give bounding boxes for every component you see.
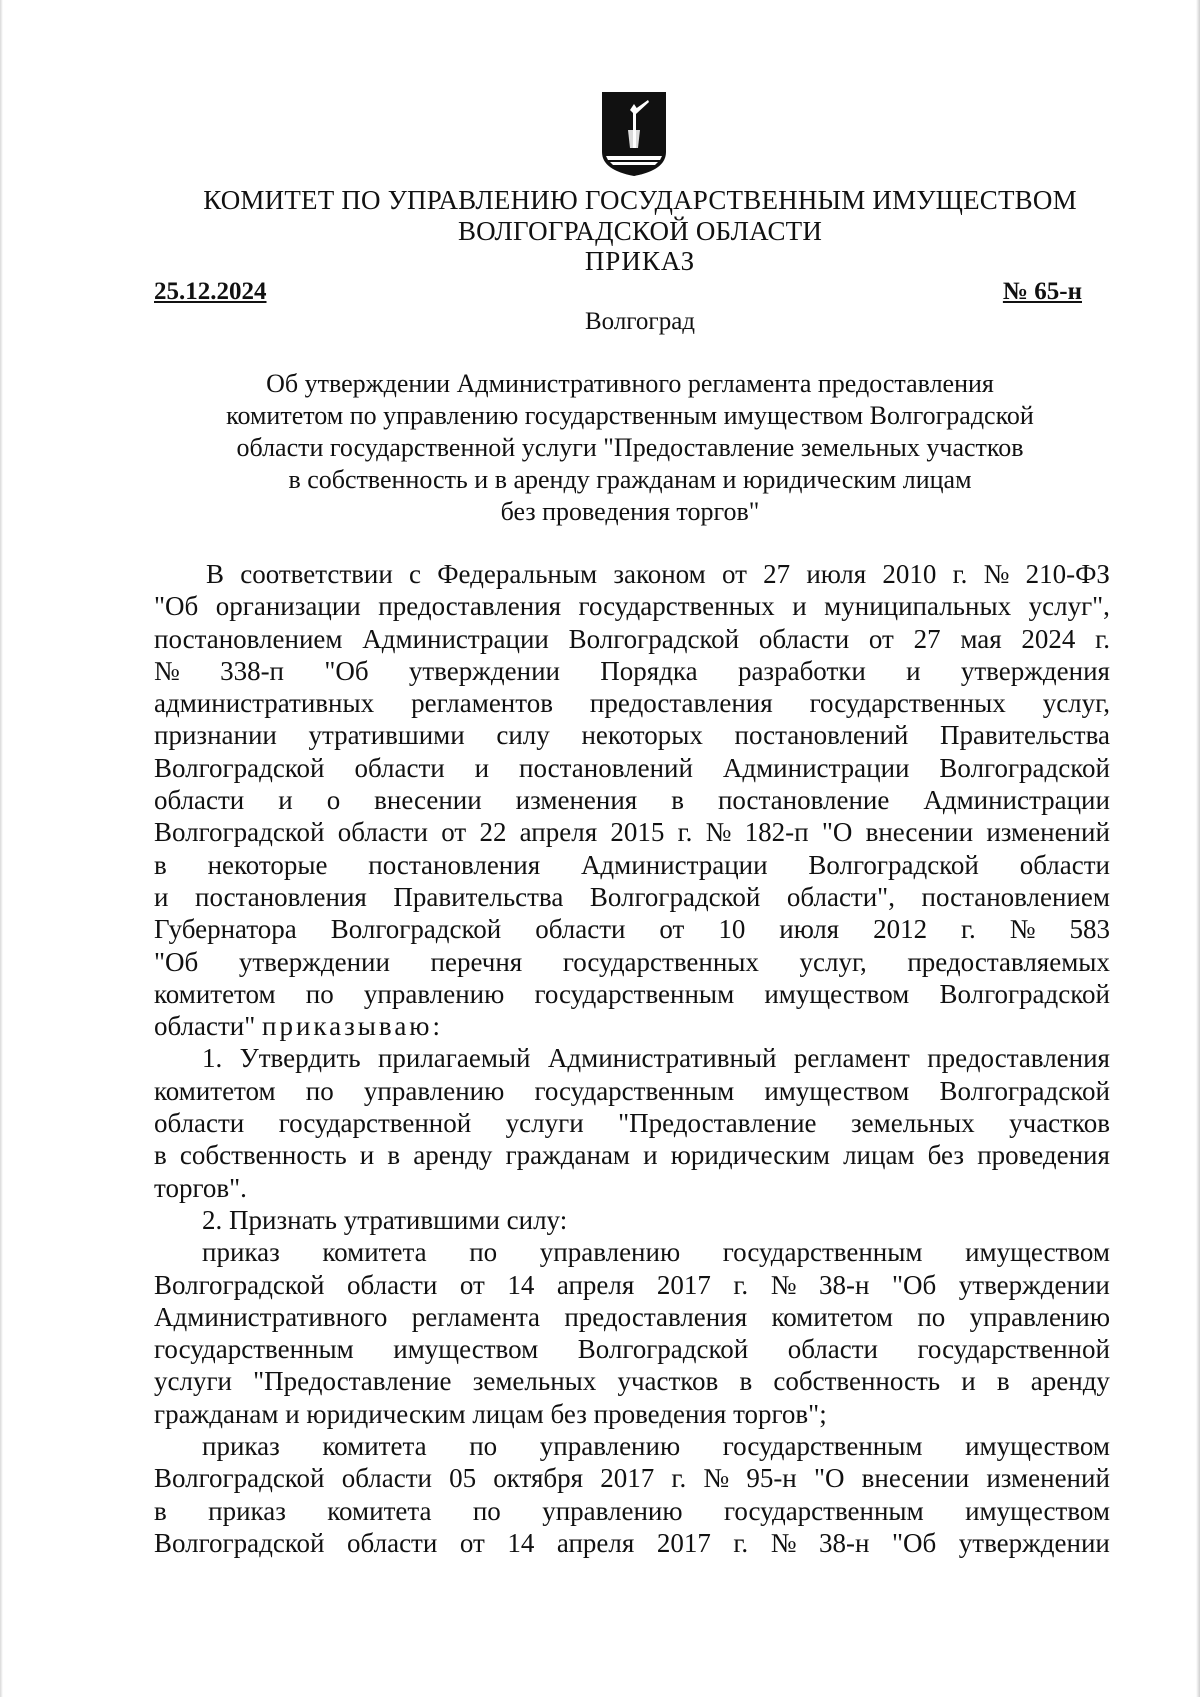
word: признании xyxy=(154,720,277,751)
word: г. xyxy=(733,1269,749,1300)
paragraph-line xyxy=(154,1430,1110,1462)
word: комитетом xyxy=(771,1301,894,1332)
word: "Об xyxy=(891,1527,937,1558)
paragraph-line xyxy=(154,881,1110,913)
paragraph-line xyxy=(154,1527,1110,1559)
word: предоставления xyxy=(927,1043,1110,1074)
word: по xyxy=(305,978,334,1009)
word: Административный xyxy=(547,1043,777,1074)
word: 05 xyxy=(449,1463,477,1494)
word: предоставления xyxy=(589,688,773,719)
word: 2017 xyxy=(656,1269,711,1300)
title-line: в собственность и в аренду гражданам и юридическим лицам xyxy=(288,465,972,494)
organization-name-line2: ВОЛГОГРАДСКОЙ ОБЛАСТИ xyxy=(457,216,823,246)
word: в xyxy=(154,1140,167,1171)
paragraph-line: торгов". xyxy=(154,1172,247,1203)
paragraph-line xyxy=(154,1236,1110,1268)
word: 1. xyxy=(202,1043,223,1074)
word: юридическим xyxy=(670,1140,830,1171)
word: постановление xyxy=(717,785,890,816)
word: имуществом xyxy=(764,978,910,1009)
word: законом xyxy=(613,559,706,589)
paragraph-line xyxy=(154,1075,1110,1107)
word: муниципальных xyxy=(824,591,1012,622)
word: по xyxy=(469,1431,498,1462)
word: управлению xyxy=(539,1431,681,1462)
word: о xyxy=(326,785,341,816)
word: аренду xyxy=(1030,1366,1110,1397)
word: государственным xyxy=(722,1237,923,1268)
word: регламента xyxy=(411,1301,541,1332)
paragraph-line xyxy=(154,1107,1110,1139)
word: области", xyxy=(786,881,895,912)
word: в xyxy=(154,849,167,880)
word: Администрации xyxy=(580,849,768,880)
paragraph-line xyxy=(154,752,1110,784)
word: проведения xyxy=(977,1140,1110,1171)
word: утверждении xyxy=(958,1269,1110,1300)
word: "О xyxy=(821,817,853,848)
paragraph-line xyxy=(154,1139,1110,1171)
word: области xyxy=(154,785,245,816)
word: 2017 xyxy=(656,1527,711,1558)
document-type: ПРИКАЗ xyxy=(584,246,696,276)
word: от xyxy=(659,914,685,945)
word: утверждении xyxy=(958,1527,1110,1558)
word: и xyxy=(792,591,807,622)
word: утратившими xyxy=(308,720,465,751)
word: комитета xyxy=(322,1237,427,1268)
word: Волгоградской xyxy=(154,1269,325,1300)
word: земельных xyxy=(851,1108,975,1139)
word: 22 xyxy=(479,817,507,848)
word: от xyxy=(721,559,747,589)
paragraph-line xyxy=(154,849,1110,881)
word: участков xyxy=(1009,1108,1110,1139)
word: предоставляемых xyxy=(907,946,1110,977)
word: и xyxy=(906,655,921,686)
word: внесении xyxy=(374,785,482,816)
word: административных xyxy=(154,688,375,719)
scan-edge-left xyxy=(0,0,3,1697)
paragraph-line xyxy=(154,1301,1110,1333)
word: комитетом xyxy=(154,978,276,1009)
word: июля xyxy=(806,559,867,589)
word: 338-п xyxy=(220,655,285,686)
word: собственность xyxy=(773,1366,941,1397)
word: имуществом xyxy=(393,1334,539,1365)
paragraph-line xyxy=(154,913,1110,945)
word: апреля xyxy=(556,1269,635,1300)
word: Волгоградской xyxy=(939,978,1110,1009)
word: области xyxy=(341,1463,432,1494)
word: Правительства xyxy=(393,881,564,912)
word: Волгоградской xyxy=(568,623,740,654)
paragraph-line xyxy=(154,978,1110,1010)
word: в xyxy=(996,1366,1010,1397)
word: области xyxy=(354,752,445,783)
word: области xyxy=(758,623,850,654)
word: 210-ФЗ xyxy=(1025,559,1110,589)
word: силу xyxy=(496,720,550,751)
paragraph-repeal-heading: 2. Признать утратившими силу: xyxy=(202,1204,568,1235)
word: и xyxy=(643,1140,658,1171)
paragraph-line xyxy=(154,1269,1110,1301)
word: услуг, xyxy=(1042,688,1110,719)
word: Волгоградской xyxy=(577,1334,749,1365)
word: г. xyxy=(1095,623,1110,654)
word: октября xyxy=(493,1463,584,1494)
word: в xyxy=(154,1495,167,1526)
word: 27 xyxy=(763,559,791,589)
paragraph-line xyxy=(154,784,1110,816)
word: и xyxy=(359,1140,375,1171)
word: регламент xyxy=(793,1043,910,1074)
word: участков xyxy=(617,1366,719,1397)
word: 27 xyxy=(913,623,941,654)
word: в xyxy=(671,785,684,816)
word: перечня xyxy=(430,946,523,977)
word: Администрации xyxy=(722,752,910,783)
word: "Предоставление xyxy=(618,1108,817,1139)
word: с xyxy=(409,559,421,589)
word: прилагаемый xyxy=(377,1043,531,1074)
word: по xyxy=(917,1301,946,1332)
word: г. xyxy=(671,1463,687,1494)
paragraph-line xyxy=(154,1365,1110,1397)
word: 2024 xyxy=(1021,623,1076,654)
word: Администрации xyxy=(923,785,1110,816)
word: услуг", xyxy=(1028,591,1110,622)
paragraph-repealed-order-1 xyxy=(154,1236,1110,1430)
word: "Об xyxy=(891,1269,937,1300)
word: утверждения xyxy=(960,655,1110,686)
title-line: комитетом по управлению государственным имуществом Волгоградской xyxy=(226,401,1034,430)
word: государственным xyxy=(723,1495,924,1526)
word: изменения xyxy=(515,785,638,816)
word: "Об xyxy=(154,946,199,977)
word: Волгоградской xyxy=(154,752,325,783)
word: области xyxy=(787,1334,878,1365)
word: изменений xyxy=(986,817,1110,848)
word: № xyxy=(770,1269,797,1300)
order-keyword: приказываю: xyxy=(262,1011,443,1042)
word: государственной xyxy=(278,1108,472,1139)
word: некоторых xyxy=(581,720,703,751)
word: 2017 xyxy=(600,1463,655,1494)
word: соответствии xyxy=(240,559,393,589)
word: по xyxy=(469,1237,498,1268)
paragraph-line xyxy=(154,590,1110,622)
word: Волгоградской xyxy=(154,1463,325,1494)
word: "Об xyxy=(154,591,199,622)
word: 2015 xyxy=(610,817,665,848)
word: гражданам xyxy=(505,1140,631,1171)
title-line: области государственной услуги "Предоставление земельных участков xyxy=(236,433,1024,462)
word: 38-н xyxy=(819,1527,870,1558)
word: от xyxy=(459,1527,485,1558)
word: Волгоградской xyxy=(330,914,502,945)
word: управлению xyxy=(539,1237,681,1268)
word: утверждении xyxy=(238,946,390,977)
paragraph-line xyxy=(154,623,1110,655)
word: услуг, xyxy=(799,946,867,977)
paragraph-line: гражданам и юридическим лицам без проведения торгов"; xyxy=(154,1398,827,1429)
word: 583 xyxy=(1069,914,1110,945)
word: Волгоградской xyxy=(939,1075,1110,1106)
paragraph-line xyxy=(154,1462,1110,1494)
document-date: 25.12.2024 xyxy=(154,278,267,305)
word: государственным xyxy=(154,1334,354,1365)
word: услуги xyxy=(154,1366,232,1397)
paragraph-line xyxy=(154,687,1110,719)
word: постановлением xyxy=(921,881,1110,912)
word: Административного xyxy=(154,1301,388,1332)
word: и xyxy=(961,1366,976,1397)
title-line: без проведения торгов" xyxy=(500,497,760,526)
paragraph-approve xyxy=(154,1042,1110,1203)
paragraph-repealed-order-2 xyxy=(154,1430,1110,1559)
word: июля xyxy=(779,914,840,945)
word: области xyxy=(337,817,429,848)
word: № xyxy=(703,1463,730,1494)
word: приказ xyxy=(208,1495,286,1526)
word: имуществом xyxy=(764,1075,910,1106)
word: и xyxy=(278,785,293,816)
word: постановлений xyxy=(519,752,693,783)
word: собственность xyxy=(179,1140,347,1171)
word: без xyxy=(927,1140,965,1171)
word: г. xyxy=(961,914,976,945)
scan-edge-right xyxy=(1196,0,1200,1697)
word: организации xyxy=(215,591,361,622)
word: № xyxy=(1009,914,1036,945)
title-line: Об утверждении Административного регламента предоставления xyxy=(266,369,994,398)
word: имуществом xyxy=(965,1495,1110,1526)
word: утверждении xyxy=(408,655,560,686)
word: внесении xyxy=(861,1463,970,1494)
word: имуществом xyxy=(965,1237,1110,1268)
word: 10 xyxy=(718,914,746,945)
word: Утвердить xyxy=(239,1043,361,1074)
word: лицам xyxy=(843,1140,915,1171)
word: постановлений xyxy=(734,720,909,751)
word: 38-н xyxy=(819,1269,870,1300)
word: изменений xyxy=(986,1463,1110,1494)
word: Федеральным xyxy=(437,559,598,589)
coat-of-arms-emblem xyxy=(600,90,668,178)
word: разработки xyxy=(737,655,866,686)
word: управлению xyxy=(363,1075,505,1106)
word: 14 xyxy=(507,1527,535,1558)
paragraph-legal-basis xyxy=(154,558,1110,1010)
word: от xyxy=(868,623,894,654)
word: № xyxy=(154,655,180,686)
paragraph-line xyxy=(154,719,1110,751)
word: Волгоградской xyxy=(939,752,1110,783)
word: 95-н xyxy=(746,1463,797,1494)
word: комитета xyxy=(327,1495,432,1526)
word: 2012 xyxy=(873,914,928,945)
paragraph-line xyxy=(154,1042,1110,1074)
word: государственных xyxy=(578,591,775,622)
word: приказ xyxy=(202,1431,280,1462)
word: "О xyxy=(813,1463,845,1494)
word: государственных xyxy=(562,946,759,977)
word: регламентов xyxy=(411,688,553,719)
word: в xyxy=(387,1140,401,1171)
word: Правительства xyxy=(940,720,1110,751)
word: управлению xyxy=(542,1495,683,1526)
word: услуги xyxy=(505,1108,584,1139)
word: г. xyxy=(733,1527,749,1558)
word: Губернатора xyxy=(154,914,297,945)
word: некоторые xyxy=(207,849,328,880)
word: приказ xyxy=(202,1237,280,1268)
word: г. xyxy=(677,817,693,848)
word: управлению xyxy=(363,978,505,1009)
word: комитета xyxy=(322,1431,427,1462)
word: № xyxy=(705,817,732,848)
organization-name-line1: КОМИТЕТ ПО УПРАВЛЕНИЮ ГОСУДАРСТВЕННЫМ ИМУЩЕСТВОМ xyxy=(203,185,1077,215)
paragraph-line xyxy=(154,816,1110,848)
word: области xyxy=(154,1108,245,1139)
document-city: Волгоград xyxy=(584,308,696,335)
word: 2010 xyxy=(882,559,937,589)
word: внесении xyxy=(865,817,974,848)
word: "Предоставление xyxy=(253,1366,452,1397)
word: постановления xyxy=(368,849,541,880)
word: по xyxy=(305,1075,334,1106)
word: имуществом xyxy=(965,1431,1110,1462)
word: области xyxy=(347,1527,438,1558)
paragraph-line xyxy=(154,1495,1110,1527)
word: земельных xyxy=(472,1366,597,1397)
word: Волгоградской xyxy=(154,817,325,848)
word: и xyxy=(474,752,490,783)
paragraph-line xyxy=(154,1010,1110,1042)
word: мая xyxy=(960,623,1002,654)
word: г. xyxy=(952,559,968,589)
word: постановления xyxy=(195,881,367,912)
paragraph-line-text: области" xyxy=(154,1011,263,1042)
word: области xyxy=(535,914,626,945)
word: комитетом xyxy=(154,1075,276,1106)
paragraph-line xyxy=(154,558,1110,590)
word: предоставления xyxy=(564,1301,748,1332)
word: № xyxy=(770,1527,797,1558)
word: от xyxy=(459,1269,485,1300)
paragraph-line xyxy=(154,655,1110,687)
paragraph-line xyxy=(154,946,1110,978)
word: государственной xyxy=(917,1334,1110,1365)
paragraph-line xyxy=(154,1333,1110,1365)
document-title xyxy=(150,368,1110,528)
word: постановлением xyxy=(154,623,343,654)
word: и xyxy=(154,881,169,912)
document-number: № 65-н xyxy=(1002,278,1082,305)
word: "Об xyxy=(324,655,369,686)
word: Волгоградской xyxy=(589,881,761,912)
word: области xyxy=(1019,849,1110,880)
word: 14 xyxy=(507,1269,535,1300)
word: апреля xyxy=(519,817,598,848)
word: государственным xyxy=(534,1075,735,1106)
word: апреля xyxy=(556,1527,635,1558)
word: В xyxy=(206,559,225,589)
word: государственным xyxy=(722,1431,923,1462)
word: от xyxy=(441,817,467,848)
word: Администрации xyxy=(362,623,549,654)
word: 182-п xyxy=(744,817,809,848)
word: предоставления xyxy=(378,591,562,622)
word: государственным xyxy=(534,978,735,1009)
document-body xyxy=(154,558,1110,1559)
word: государственных xyxy=(809,688,1006,719)
word: Волгоградской xyxy=(154,1527,325,1558)
word: Волгоградской xyxy=(808,849,979,880)
word: № xyxy=(983,559,1010,589)
word: Порядка xyxy=(600,655,698,686)
word: в xyxy=(739,1366,753,1397)
word: области xyxy=(347,1269,438,1300)
word: по xyxy=(472,1495,501,1526)
word: аренду xyxy=(413,1140,493,1171)
word: управлению xyxy=(969,1301,1110,1332)
